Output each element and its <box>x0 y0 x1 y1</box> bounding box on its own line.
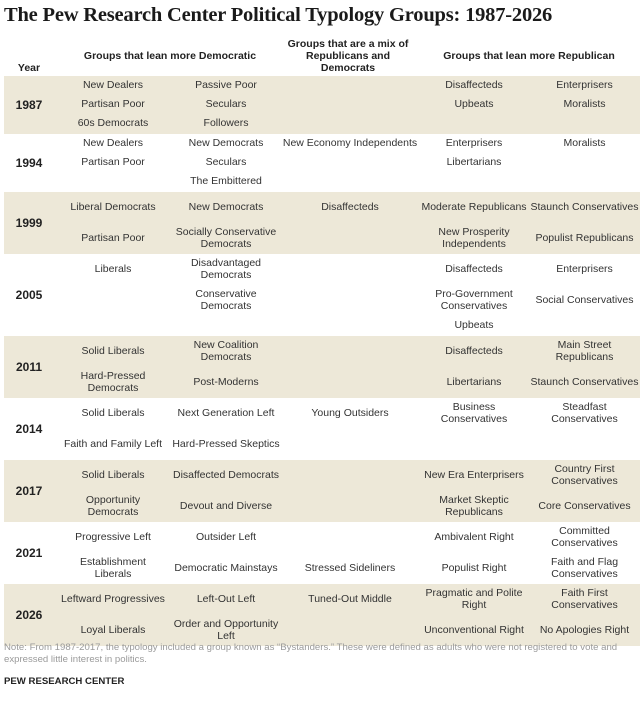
page-title: The Pew Research Center Political Typology Groups: 1987-2026 <box>4 4 553 26</box>
year-label: 1999 <box>15 216 43 230</box>
typology-group-dem-b: Next Generation Left <box>177 406 275 419</box>
year-label: 2011 <box>15 360 43 374</box>
typology-group-rep-b: Faith First Conservatives <box>551 587 618 611</box>
typology-group-dem-a: Establishment Liberals <box>80 556 146 580</box>
year-row-2005 <box>4 254 640 336</box>
typology-group-dem-a: Hard-Pressed Democrats <box>80 370 146 394</box>
typology-group-dem-b: Conservative Democrats <box>195 288 257 312</box>
typology-group-dem-b: Democratic Mainstays <box>174 561 278 574</box>
typology-group-rep-b: Steadfast Conservatives <box>551 401 618 425</box>
year-row-1987 <box>4 76 640 134</box>
typology-group-dem-a: Liberal Democrats <box>70 200 156 213</box>
typology-group-mixed: Tuned-Out Middle <box>308 592 392 605</box>
typology-group-rep-b: Enterprisers <box>556 78 613 91</box>
typology-group-rep-a: Market Skeptic Republicans <box>439 494 509 518</box>
typology-group-rep-a: Enterprisers <box>445 136 503 149</box>
typology-group-dem-b: Seculars <box>205 97 247 110</box>
typology-group-rep-b: Committed Conservatives <box>551 525 618 549</box>
year-row-1994 <box>4 134 640 192</box>
typology-group-dem-b: New Coalition Democrats <box>193 339 259 363</box>
typology-group-dem-a: Partisan Poor <box>81 155 145 168</box>
typology-group-dem-a: Solid Liberals <box>81 344 145 357</box>
year-label: 2014 <box>15 422 43 436</box>
typology-group-dem-a: Partisan Poor <box>81 97 145 110</box>
typology-group-mixed: Disaffecteds <box>321 200 379 213</box>
typology-group-rep-a: Ambivalent Right <box>434 530 514 543</box>
source-label: PEW RESEARCH CENTER <box>4 676 125 687</box>
typology-group-rep-a: Upbeats <box>454 97 494 110</box>
year-label: 2017 <box>15 484 43 498</box>
typology-group-rep-a: Unconventional Right <box>424 623 524 636</box>
typology-group-dem-b: The Embittered <box>190 175 262 188</box>
typology-group-rep-b: No Apologies Right <box>539 623 630 636</box>
typology-group-dem-b: Disaffected Democrats <box>172 468 279 481</box>
year-row-2017 <box>4 460 640 522</box>
typology-group-dem-b: New Democrats <box>188 200 264 213</box>
typology-group-dem-b: Devout and Diverse <box>179 499 273 512</box>
year-label: 1994 <box>15 156 43 170</box>
typology-group-rep-b: Enterprisers <box>556 262 613 275</box>
header-lean-democratic: Groups that lean more Democratic <box>83 50 257 62</box>
year-label: 1987 <box>15 98 43 112</box>
year-row-2014 <box>4 398 640 460</box>
typology-group-dem-a: Opportunity Democrats <box>85 494 141 518</box>
typology-group-dem-a: New Dealers <box>82 136 144 149</box>
header-lean-republican: Groups that lean more Republican <box>443 50 615 62</box>
typology-group-rep-a: Disaffecteds <box>445 344 503 357</box>
typology-group-rep-b: Staunch Conservatives <box>530 200 639 213</box>
typology-group-rep-a: Business Conservatives <box>440 401 508 425</box>
typology-group-mixed: Stressed Sideliners <box>304 561 396 574</box>
typology-group-mixed: Young Outsiders <box>311 406 389 419</box>
typology-group-rep-b: Social Conservatives <box>535 293 634 306</box>
year-row-2011 <box>4 336 640 398</box>
typology-group-dem-a: Liberals <box>94 262 132 275</box>
year-row-1999 <box>4 192 640 254</box>
typology-group-dem-b: Followers <box>203 117 249 130</box>
typology-group-rep-b: Faith and Flag Conservatives <box>550 556 619 580</box>
typology-group-mixed: New Economy Independents <box>282 136 418 149</box>
typology-group-dem-b: Outsider Left <box>195 530 257 543</box>
typology-group-rep-a: Disaffecteds <box>445 262 503 275</box>
typology-table <box>4 76 640 646</box>
typology-group-rep-a: Pragmatic and Polite Right <box>425 587 523 611</box>
typology-group-dem-a: Loyal Liberals <box>80 623 146 636</box>
header-year: Year <box>17 62 41 74</box>
year-label: 2021 <box>15 546 43 560</box>
typology-group-rep-a: Populist Right <box>441 561 507 574</box>
typology-group-dem-a: Faith and Family Left <box>63 437 163 450</box>
header-mixed: Groups that are a mix of Republicans and Democrats <box>287 38 409 74</box>
typology-group-rep-a: Disaffecteds <box>445 78 503 91</box>
year-row-2026 <box>4 584 640 646</box>
typology-group-rep-a: Upbeats <box>454 319 494 332</box>
typology-group-dem-b: Hard-Pressed Skeptics <box>172 437 280 450</box>
year-row-2021 <box>4 522 640 584</box>
footnote: Note: From 1987-2017, the typology included a group known as “Bystanders.” These were defined as adults who were not registered to vote and expressed little interest in politics. <box>4 642 618 665</box>
typology-group-rep-a: New Era Enterprisers <box>424 468 524 481</box>
typology-group-dem-b: Seculars <box>205 155 247 168</box>
typology-group-dem-b: Passive Poor <box>195 78 257 91</box>
typology-group-dem-a: Partisan Poor <box>81 231 145 244</box>
typology-group-rep-b: Moralists <box>563 97 606 110</box>
typology-group-rep-b: Staunch Conservatives <box>530 375 639 388</box>
typology-group-dem-a: Solid Liberals <box>81 468 145 481</box>
typology-group-dem-b: New Democrats <box>188 136 264 149</box>
typology-group-dem-b: Disadvantaged Democrats <box>190 257 262 281</box>
typology-group-rep-a: Libertarians <box>446 155 502 168</box>
year-label: 2005 <box>15 288 43 302</box>
year-label: 2026 <box>15 608 43 622</box>
typology-group-dem-a: Solid Liberals <box>81 406 145 419</box>
typology-group-rep-b: Country First Conservatives <box>551 463 618 487</box>
typology-group-rep-b: Main Street Republicans <box>555 339 614 363</box>
typology-group-dem-b: Post-Moderns <box>193 375 259 388</box>
typology-group-rep-a: New Prosperity Independents <box>438 226 510 250</box>
typology-group-rep-a: Moderate Republicans <box>421 200 527 213</box>
typology-group-rep-a: Libertarians <box>446 375 502 388</box>
typology-group-rep-b: Populist Republicans <box>535 231 634 244</box>
typology-group-dem-a: New Dealers <box>82 78 144 91</box>
typology-group-rep-a: Pro-Government Conservatives <box>435 288 513 312</box>
typology-group-dem-b: Socially Conservative Democrats <box>175 226 277 250</box>
typology-group-dem-a: Progressive Left <box>75 530 151 543</box>
typology-group-dem-b: Left-Out Left <box>196 592 256 605</box>
typology-group-dem-a: 60s Democrats <box>77 117 149 130</box>
typology-group-dem-b: Order and Opportunity Left <box>173 618 279 642</box>
typology-group-rep-b: Moralists <box>563 136 606 149</box>
typology-group-rep-b: Core Conservatives <box>538 499 631 512</box>
typology-group-dem-a: Leftward Progressives <box>61 592 165 605</box>
